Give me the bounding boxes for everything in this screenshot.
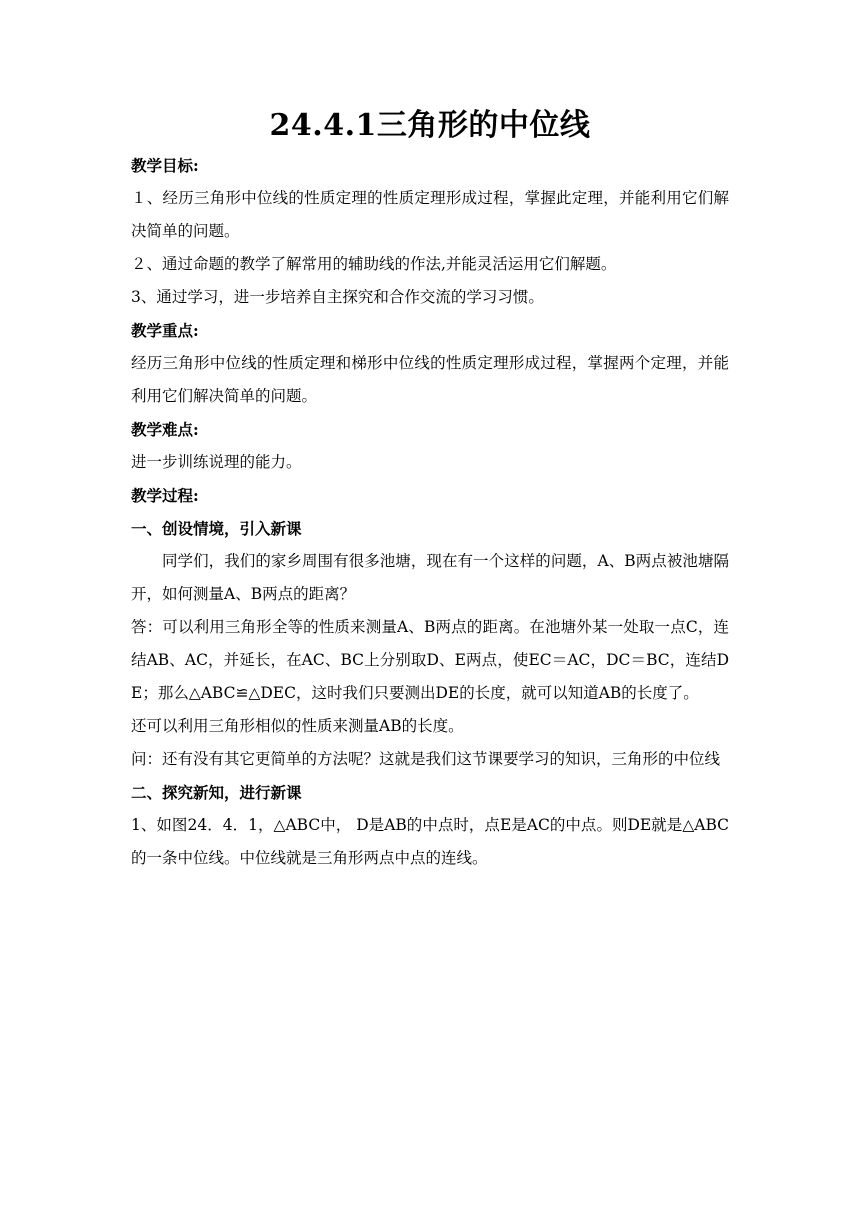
- goal-item-2: ２、通过命题的教学了解常用的辅助线的作法,并能灵活运用它们解题。: [131, 255, 617, 273]
- page-title: 24.4.1三角形的中位线: [269, 108, 591, 143]
- goal-item-1: １、经历三角形中位线的性质定理的性质定理形成过程，掌握此定理，并能利用它们解决简单的问题。: [131, 189, 729, 240]
- key-points-heading: 教学重点:: [131, 321, 199, 340]
- part1-similar: 还可以利用三角形相似的性质来测量AB的长度。: [131, 717, 464, 735]
- process-heading: 教学过程:: [131, 486, 199, 505]
- difficulty-text: 进一步训练说理的能力。: [131, 453, 302, 471]
- part2-text: 1、如图24．4．1，△ABC中， D是AB的中点时，点E是AC的中点。则DE就是△ABC的一条中位线。中位线就是三角形两点中点的连线。: [131, 816, 729, 867]
- goals-heading: 教学目标:: [131, 156, 199, 175]
- goal-item-3: 3、通过学习，进一步培养自主探究和合作交流的学习习惯。: [131, 288, 544, 306]
- part1-answer: 答：可以利用三角形全等的性质来测量A、B两点的距离。在池塘外某一处取一点C，连结AB、AC，并延长，在AC、BC上分别取D、E两点，使EC＝AC，DC＝BC，连结DE；那么△ABC≌△DEC，这时我们只要测出DE的长度，就可以知道AB的长度了。: [131, 618, 729, 702]
- key-points-text: 经历三角形中位线的性质定理和梯形中位线的性质定理形成过程，掌握两个定理，并能利用它们解决简单的问题。: [131, 354, 729, 405]
- part1-ask: 问：还有没有其它更简单的方法呢？这就是我们这节课要学习的知识，三角形的中位线: [131, 750, 721, 768]
- difficulty-heading: 教学难点:: [131, 420, 199, 439]
- part2-heading: 二、探究新知，进行新课: [131, 783, 302, 802]
- part1-question: 同学们，我们的家乡周围有很多池塘，现在有一个这样的问题，A、B两点被池塘隔开，如何测量A、B两点的距离？: [131, 552, 729, 603]
- document-body: [131, 155, 729, 881]
- part1-heading: 一、创设情境，引入新课: [131, 519, 302, 538]
